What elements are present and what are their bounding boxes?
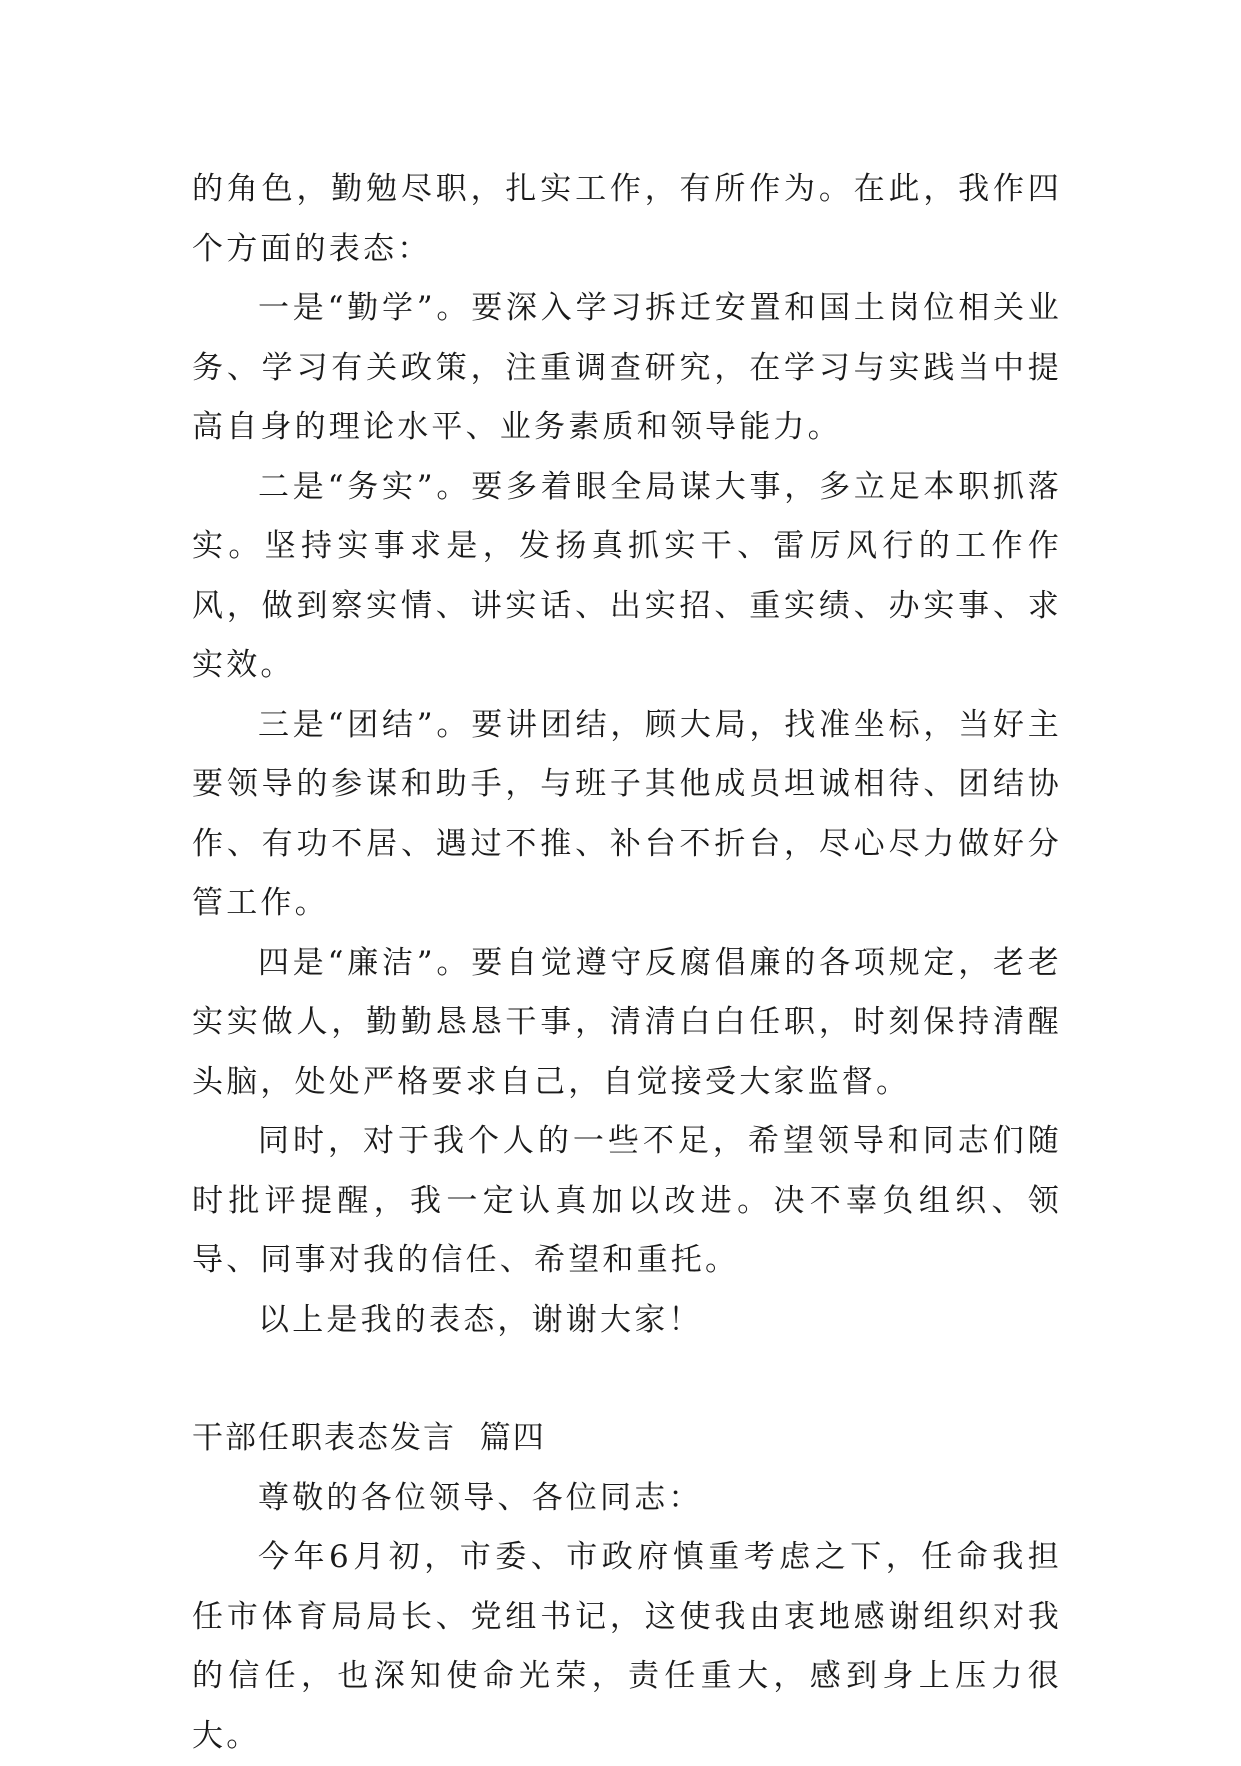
paragraph-appointment: 今年6月初，市委、市政府慎重考虑之下，任命我担任市体育局局长、党组书记，这使我由衷地感谢组织对我的信任，也深知使命光荣，责任重大，感到身上压力很大。 [192, 1539, 1062, 1754]
paragraph-closing: 以上是我的表态，谢谢大家！ [258, 1301, 703, 1338]
paragraph-integrity: 四是“廉洁”。要自觉遵守反腐倡廉的各项规定，老老实实做人，勤勤恳恳干事，清清白白任职，时刻保持清醒头脑，处处严格要求自己，自觉接受大家监督。 [192, 944, 1062, 1100]
section-spacer [192, 1350, 1062, 1409]
document-body [192, 160, 1062, 1766]
paragraph-diligent-study: 一是“勤学”。要深入学习拆迁安置和国土岗位相关业务、学习有关政策，注重调查研究，在学习与实践当中提高自身的理论水平、业务素质和领导能力。 [192, 290, 1062, 445]
paragraph-unity: 三是“团结”。要讲团结，顾大局，找准坐标，当好主要领导的参谋和助手，与班子其他成员坦诚相待、团结协作、有功不居、遇过不推、补台不折台，尽心尽力做好分管工作。 [192, 706, 1062, 921]
paragraph-shortcomings: 同时，对于我个人的一些不足，希望领导和同志们随时批评提醒，我一定认真加以改进。决不辜负组织、领导、同事对我的信任、希望和重托。 [192, 1123, 1062, 1278]
section-heading: 干部任职表态发言 篇四 [192, 1420, 546, 1456]
paragraph-continuation: 的角色，勤勉尽职，扎实工作，有所作为。在此，我作四个方面的表态： [192, 171, 1062, 267]
paragraph-pragmatic: 二是“务实”。要多着眼全局谋大事，多立足本职抓落实。坚持实事求是，发扬真抓实干、雷厉风行的工作作风，做到察实情、讲实话、出实招、重实绩、办实事、求实效。 [192, 468, 1062, 683]
paragraph-salutation: 尊敬的各位领导、各位同志： [258, 1479, 703, 1516]
